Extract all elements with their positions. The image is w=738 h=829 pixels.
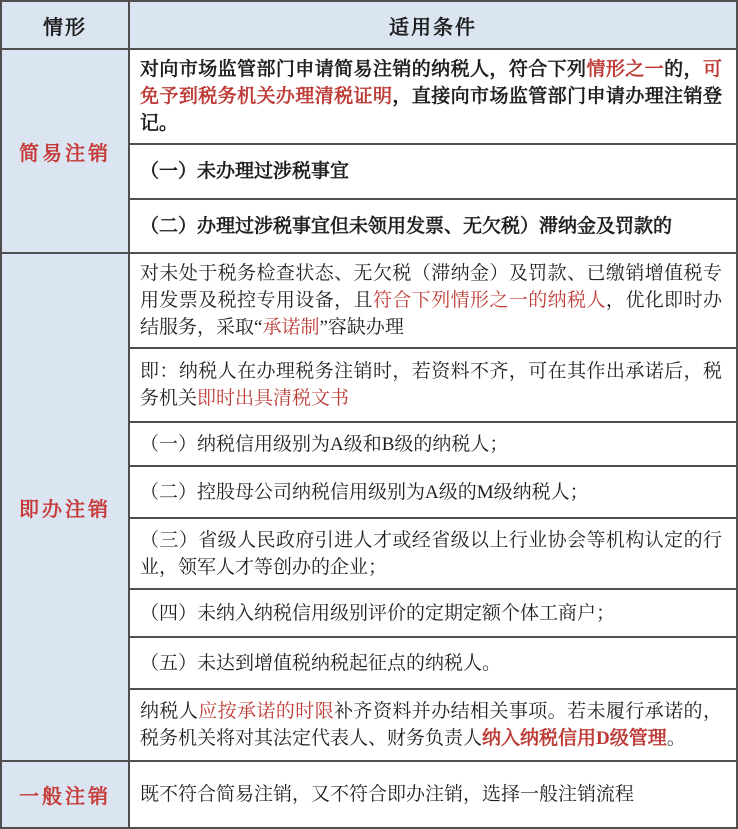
condition-cell xyxy=(129,49,737,144)
text-segment: 既不符合简易注销，又不符合即办注销，选择一般注销流程 xyxy=(140,784,635,805)
condition-cell xyxy=(129,637,737,689)
text-segment: （二）控股母公司纳税信用级别为A级的M级纳税人； xyxy=(140,481,589,503)
highlighted-text: 情形之一 xyxy=(586,59,665,80)
table-row xyxy=(1,761,737,828)
text-segment: 对未处于税务检查状态、无欠税（滞纳金）及罚款、已缴销增值税专用发票及税控专用设备，且 xyxy=(140,263,722,311)
condition-cell xyxy=(129,348,737,422)
text-segment: 的， xyxy=(664,59,703,80)
text-segment: ，直接向市场监管部门申请办理注销登记。 xyxy=(140,86,722,134)
text-segment: （五）未达到增值税纳税起征点的纳税人。 xyxy=(140,652,502,674)
header-situation: 情形 xyxy=(1,1,129,49)
text-segment: ”容缺办理 xyxy=(319,317,404,338)
condition-cell xyxy=(129,199,737,253)
situation-label: 即办注销 xyxy=(1,253,129,761)
text-segment: ，优化即时办结服务，采取“ xyxy=(140,290,722,338)
condition-cell xyxy=(129,589,737,637)
condition-cell xyxy=(129,253,737,348)
table-body xyxy=(1,49,737,828)
situation-label: 简易注销 xyxy=(1,49,129,253)
text-segment: 纳税人 xyxy=(140,701,199,722)
condition-cell xyxy=(129,761,737,828)
condition-cell xyxy=(129,144,737,199)
text-segment: （二）办理过涉税事宜但未领用发票、无欠税）滞纳金及罚款的 xyxy=(140,215,673,237)
condition-cell xyxy=(129,689,737,761)
text-segment: 补齐资料并办结相关事项。若未履行承诺的，税务机关将对其法定代表人、财务负责人 xyxy=(140,701,722,749)
highlighted-text: 符合下列情形之一的纳税人 xyxy=(372,290,606,311)
highlighted-text: 承诺制 xyxy=(262,317,320,338)
text-segment: （四）未纳入纳税信用级别评价的定期定额个体工商户； xyxy=(140,602,616,624)
highlighted-text: 应按承诺的时限 xyxy=(198,701,335,722)
text-segment: 即：纳税人在办理税务注销时，若资料不齐，可在其作出承诺后，税务机关 xyxy=(140,361,722,409)
highlighted-text: 可免予到税务机关办理清税证明 xyxy=(140,59,722,107)
situation-label: 一般注销 xyxy=(1,761,129,828)
text-segment: 对向市场监管部门申请简易注销的纳税人，符合下列 xyxy=(140,59,587,80)
text-segment: （一）未办理过涉税事宜 xyxy=(140,161,350,182)
text-segment: （一）纳税信用级别为A级和B级的纳税人； xyxy=(140,433,509,455)
highlighted-text: 即时出具清税文书 xyxy=(197,388,350,409)
header-row xyxy=(1,1,737,49)
table-row xyxy=(1,253,737,348)
text-segment: （三）省级人民政府引进人才或经省级以上行业协会等机构认定的行业，领军人才等创办的企业； xyxy=(140,529,722,578)
condition-cell xyxy=(129,518,737,589)
header-conditions: 适用条件 xyxy=(129,1,737,49)
highlighted-text: 纳入纳税信用D级管理 xyxy=(482,728,667,749)
condition-cell xyxy=(129,422,737,466)
text-segment: 。 xyxy=(666,728,686,749)
condition-cell xyxy=(129,466,737,518)
table-row xyxy=(1,49,737,144)
